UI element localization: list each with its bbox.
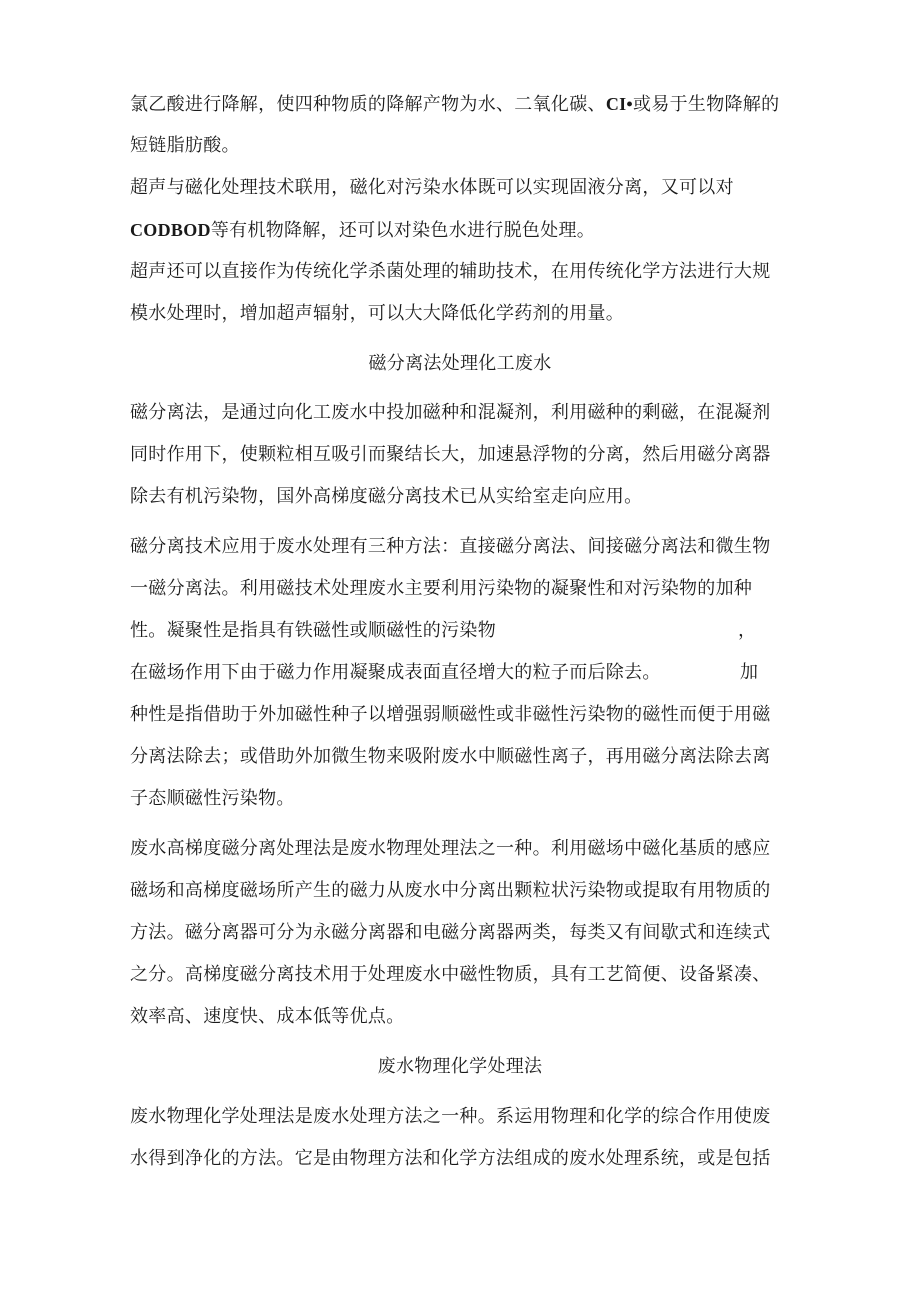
paragraph-2-line-1: 超声与磁化处理技术联用，磁化对污染水体既可以实现固液分离，又可以对 <box>130 177 734 198</box>
paragraph-5-line-4-trailing: 加 <box>740 662 758 683</box>
paragraph-2-line-2 <box>130 218 595 243</box>
paragraph-5-line-2: 一磁分离法。利用磁技术处理废水主要利用污染物的凝聚性和对污染物的加种 <box>130 578 753 599</box>
paragraph-7-line-1: 废水物理化学处理法是废水处理方法之一种。系运用物理和化学的综合作用使废 <box>130 1106 771 1127</box>
section-heading-magnetic-separation: 磁分离法处理化工废水 <box>368 353 552 374</box>
paragraph-4-line-2: 同时作用下，使颗粒相互吸引而聚结长大，加速悬浮物的分离，然后用磁分离器 <box>130 444 771 465</box>
paragraph-4-line-1: 磁分离法，是通过向化工废水中投加磁种和混凝剂，利用磁种的剩磁，在混凝剂 <box>130 402 771 423</box>
abbreviation: CODBOD <box>130 220 211 240</box>
text-run: 或易于生物降解的 <box>633 94 780 115</box>
text-run: 氯乙酸进行降解，使四种物质的降解产物为水、二氧化碳、 <box>130 94 606 115</box>
paragraph-5-line-6: 分离法除去；或借助外加微生物来吸附废水中顺磁性离子，再用磁分离法除去离 <box>130 746 771 767</box>
paragraph-6-line-5: 效率高、速度快、成本低等优点。 <box>130 1006 405 1027</box>
paragraph-6-line-1: 废水高梯度磁分离处理法是废水物理处理法之一种。利用磁场中磁化基质的感应 <box>130 838 771 859</box>
paragraph-3-line-1: 超声还可以直接作为传统化学杀菌处理的辅助技术，在用传统化学方法进行大规 <box>130 261 771 282</box>
section-heading-physicochemical: 废水物理化学处理法 <box>377 1056 543 1077</box>
paragraph-1-line-1 <box>130 92 779 117</box>
paragraph-5-line-3-comma: ， <box>738 620 756 641</box>
paragraph-5-line-3: 性。凝聚性是指具有铁磁性或顺磁性的污染物 <box>130 620 496 641</box>
paragraph-4-line-3: 除去有机污染物，国外高梯度磁分离技术已从实给室走向应用。 <box>130 486 643 507</box>
paragraph-3-line-2: 模水处理时，增加超声辐射，可以大大降低化学药剂的用量。 <box>130 303 625 324</box>
paragraph-5-line-1: 磁分离技术应用于废水处理有三种方法：直接磁分离法、间接磁分离法和微生物 <box>130 536 771 557</box>
paragraph-6-line-4: 之分。高梯度磁分离技术用于处理废水中磁性物质，具有工艺简便、设备紧凑、 <box>130 964 771 985</box>
paragraph-5-line-7: 子态顺磁性污染物。 <box>130 788 295 809</box>
chemical-formula: CI• <box>605 94 634 114</box>
paragraph-1-line-2: 短链脂肪酸。 <box>130 135 240 156</box>
paragraph-5-line-5: 种性是指借助于外加磁性种子以增强弱顺磁性或非磁性污染物的磁性而便于用磁 <box>130 704 771 725</box>
paragraph-6-line-3: 方法。磁分离器可分为永磁分离器和电磁分离器两类，每类又有间歇式和连续式 <box>130 922 771 943</box>
paragraph-6-line-2: 磁场和高梯度磁场所产生的磁力从废水中分离出颗粒状污染物或提取有用物质的 <box>130 880 771 901</box>
paragraph-7-line-2: 水得到净化的方法。它是由物理方法和化学方法组成的废水处理系统，或是包括 <box>130 1148 771 1169</box>
paragraph-5-line-4: 在磁场作用下由于磁力作用凝聚成表面直径增大的粒子而后除去。 <box>130 662 661 683</box>
text-run: 等有机物降解，还可以对染色水进行脱色处理。 <box>210 220 596 241</box>
